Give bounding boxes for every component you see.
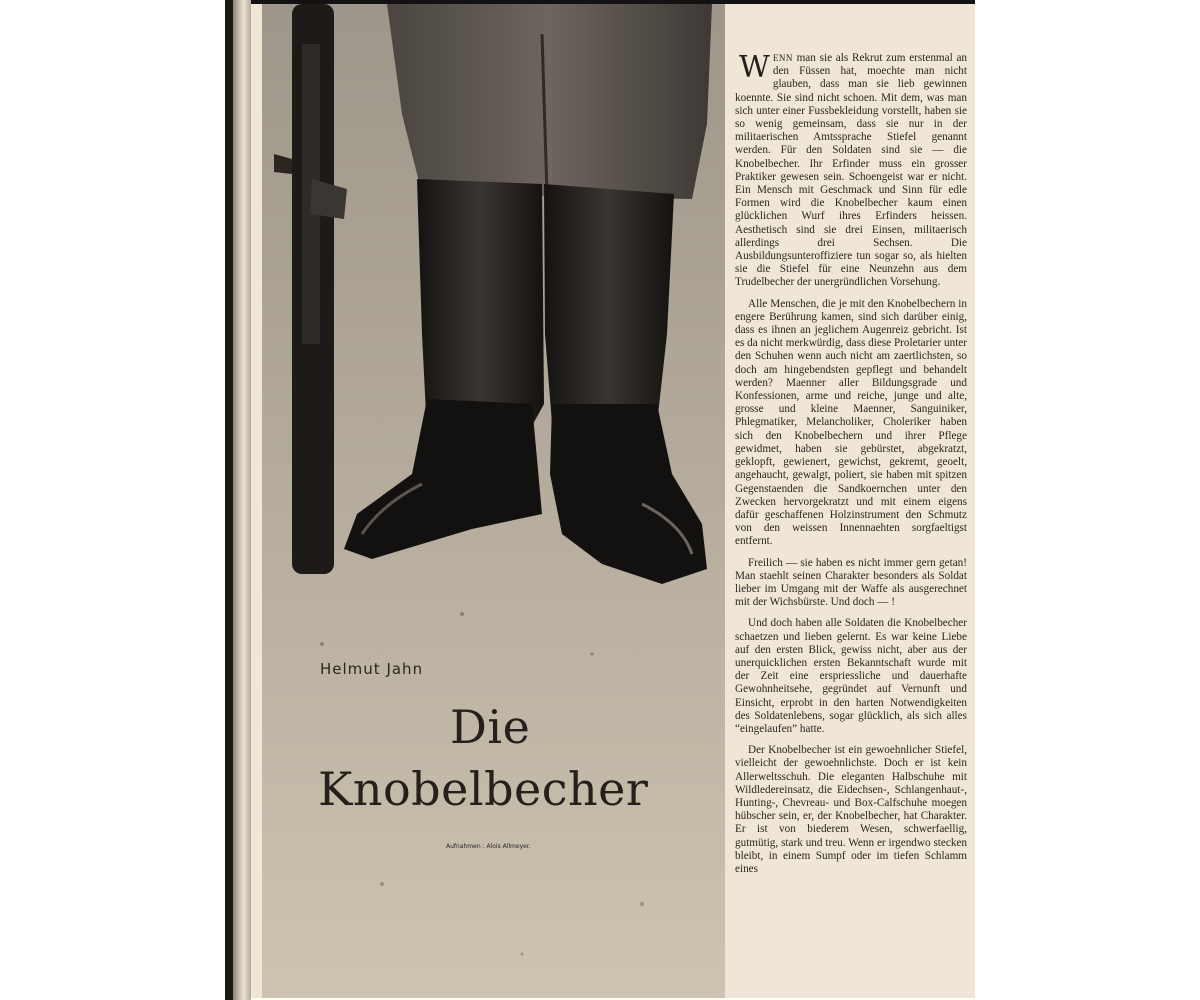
author-byline: Helmut Jahn	[320, 660, 424, 678]
first-word-rest: ENN	[772, 53, 793, 63]
article-body	[735, 52, 967, 884]
binding-edge	[225, 0, 233, 1000]
article-title-line-1: Die	[450, 700, 531, 754]
paragraph-1-text: man sie als Rekrut zum erstenmal an den Füssen hat, moechte man nicht glauben, dass man sie lieb gewinnen koennte. Sie sind nicht schoen. Mit dem, was man sich unter einer Fussbekleidung vorstellt, haben sie so wenig gemeinsam, dass sie nur in der militaerischen Amtssprache Stiefel genannt werden. Für den Soldaten sind sie — die Knobelbecher. Ihr Erfinder muss ein grosser Praktiker gewesen sein. Schoengeist war er nicht. Ein Mensch mit Geschmack und Sinn für edle Formen wird die Knobelbecher kaum einen glücklichen Wurf ihres Erfinders heissen. Aesthetisch sind sie drei Einsen, militaerisch allerdings drei Sechsen. Die Ausbildungsunteroffiziere tun sogar so, als hielten sie die Stiefel für eine Neunzehn aus dem Trudelbecher der unergründlichen Vorsehung.	[735, 52, 967, 289]
page-stack-edge	[233, 0, 251, 1000]
paragraph-4: Und doch haben alle Soldaten die Knobelbecher schaetzen und lieben gelernt. Es war keine Liebe auf den ersten Blick, gewiss nicht, aber aus der unerquicklichen ersten Bekanntschaft wurde mit der Zeit eine erspriessliche und dauerhafte Gewohnheitsehe, gegründet auf Vernunft und Einsicht, erprobt in den harten Notwendigkeiten des Soldatenlebens, sogar glücklich, als sich alles “eingelaufen” hatte.	[735, 617, 967, 735]
paragraph-1	[735, 52, 967, 290]
drop-cap: W	[739, 50, 770, 85]
article-title-line-2: Knobelbecher	[318, 762, 649, 816]
photo-credit: Aufnahmen : Alois Allmeyer.	[446, 843, 531, 850]
paragraph-5: Der Knobelbecher ist ein gewoehnlicher Stiefel, vielleicht der gewoehnlichste. Doch er ist kein Allerweltsschuh. Die eleganten Halbschuhe mit Wildledereinsatz, die Eidechsen-, Schlangenhaut-, Hunting-, Chevreau- und Box-Calfschuhe moegen hübscher sein, er, der Knobelbecher, hat Charakter. Er ist von biederem Wesen, schwerfaellig, gutmütig, stark und treu. Wenn er irgendwo stecken bleibt, in einem Sumpf oder im tiefen Schlamm eines	[735, 744, 967, 875]
paragraph-2: Alle Menschen, die je mit den Knobelbechern in engere Berührung kamen, sind sich darüber einig, dass es ihnen an jeglichem Augenreiz gebricht. Ist es da nicht merkwürdig, dass diese Proletarier unter den Schuhen wenn auch nicht am zaertlichsten, so doch am hingebendsten gepflegt und behandelt werden? Maenner aller Bildungsgrade und Konfessionen, arme und reiche, junge und alte, grosse und kleine Maenner, Sanguiniker, Phlegmatiker, Melancholiker, Choleriker haben sich den Knobelbechern und ihrer Pflege gewidmet, haben sie gebürstet, abgekratzt, geklopft, gewienert, gewichst, gekremt, geoelt, angehaucht, gewalgt, poliert, sie haben mit spitzen Gegenstaenden die Sandkoernchen unter den Zwecken hervorgekratzt und mit einem eigens dafür geschaffenen Holzinstrument den Schmutz von den weissen Innennaehten sorgfaeltigst entfernt.	[735, 297, 967, 548]
paragraph-3: Freilich — sie haben es nicht immer gern getan! Man staehlt seinen Charakter besonders als Soldat lieber im Umgang mit der Waffe als ausgerechnet mit der Wichsbürste. Und doch — !	[735, 556, 967, 609]
